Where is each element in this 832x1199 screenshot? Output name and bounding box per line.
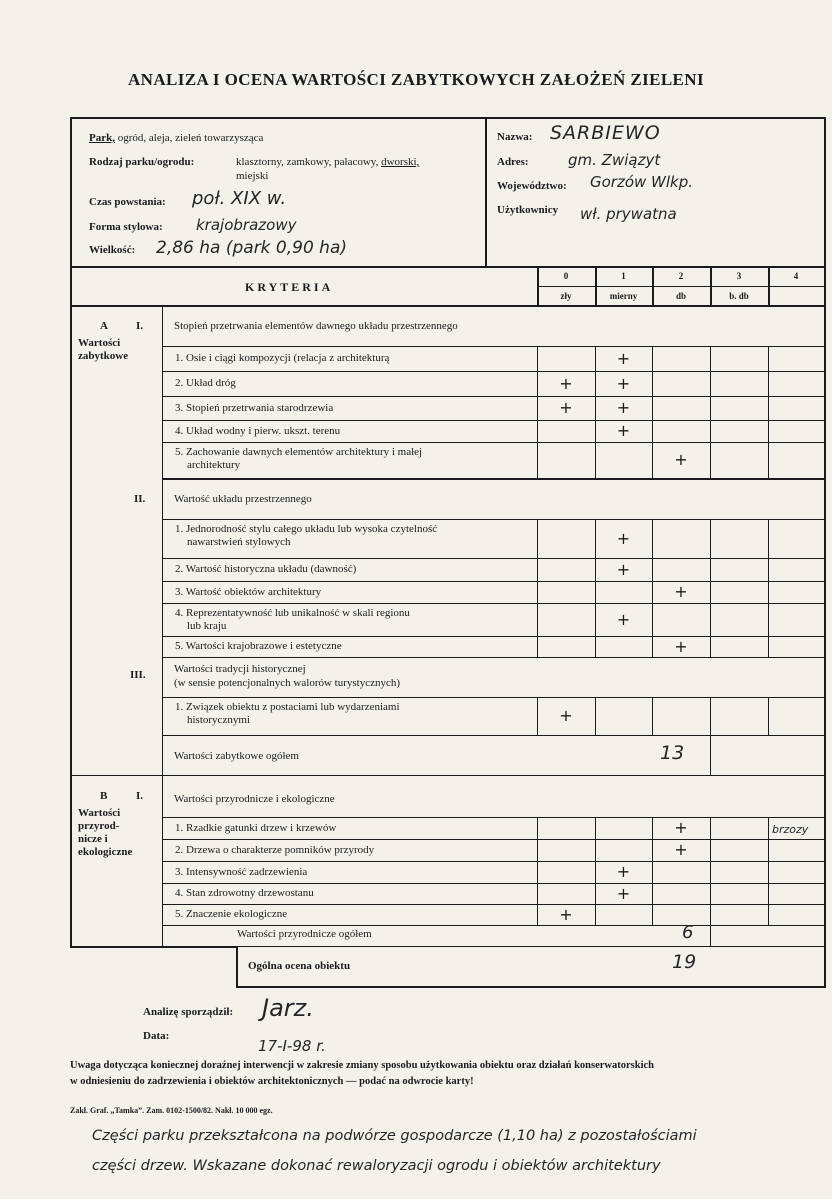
kind-options-a: klasztorny, zamkowy, pałacowy, <box>236 156 382 168</box>
row-b3-col-line-3 <box>710 581 711 603</box>
row-a2-col-line-4 <box>768 371 769 396</box>
row-n3-col-line-2 <box>652 861 653 883</box>
row-b5-col-line-4 <box>768 636 769 657</box>
row-a5-col-line-1 <box>595 442 596 478</box>
row-line-a4 <box>162 442 824 443</box>
group-a3-title-2: (w sensie potencjonalnych walorów turystycznych) <box>174 677 401 689</box>
row-n5-col-line-3 <box>710 904 711 925</box>
row-n3-col-line-0 <box>537 861 538 883</box>
criterion-a1-mark-col-1: + <box>616 348 631 368</box>
total-b-bottom-line <box>236 946 826 947</box>
criterion-n5-label: 5. Znaczenie ekologiczne <box>175 908 288 920</box>
address-label: Adres: <box>497 156 529 168</box>
style-value: krajobrazowy <box>196 216 297 234</box>
author-label: Analizę sporządził: <box>143 1006 234 1018</box>
criterion-c1-mark-col-0: + <box>559 706 573 725</box>
form-bottom-border <box>236 986 826 988</box>
row-b3-col-line-1 <box>595 581 596 603</box>
row-b5-col-line-1 <box>595 636 596 657</box>
criterion-b2-label: 2. Wartość historyczna układu (dawność) <box>175 563 357 575</box>
name-value: SARBIEWO <box>550 122 661 144</box>
criterion-b5-label: 5. Wartości krajobrazowe i estetyczne <box>175 640 342 652</box>
row-c1-col-line-2 <box>652 697 653 735</box>
criterion-n1-label: 1. Rzadkie gatunki drzew i krzewów <box>175 821 337 834</box>
total-a-label: Wartości zabytkowe ogółem <box>174 750 299 762</box>
criterion-a4-mark-col-1: + <box>616 421 631 440</box>
note-line-2: w odniesieniu do zadrzewienia i obiektów architektonicznych — podać na odwrocie karty! <box>70 1076 474 1087</box>
address-value: gm. Związyt <box>568 151 661 169</box>
col-1-num: 1 <box>621 271 626 281</box>
criterion-a2-mark-col-1: + <box>616 373 631 393</box>
row-b1-col-line-3 <box>710 519 711 558</box>
row-line-b1 <box>162 558 824 559</box>
row-a4-col-line-1 <box>595 420 596 442</box>
criterion-c1-label-cont: historycznymi <box>187 714 250 726</box>
row-b5-col-line-3 <box>710 636 711 657</box>
criterion-b4-mark-col-1: + <box>616 609 631 629</box>
form-top-border <box>70 117 826 119</box>
criterion-b1-label-cont: nawarstwień stylowych <box>187 536 291 548</box>
row-n1-col-line-0 <box>537 817 538 839</box>
row-a4-col-line-2 <box>652 420 653 442</box>
total-b-value: 6 <box>682 922 694 943</box>
created-label: Czas powstania: <box>89 196 166 208</box>
row-b1-col-line-2 <box>652 519 653 558</box>
group-b1-bottom-line <box>162 817 824 818</box>
row-a2-col-line-0 <box>537 371 538 396</box>
row-b2-col-line-4 <box>768 558 769 581</box>
voivodeship-label: Województwo: <box>497 180 567 192</box>
row-n4-col-line-3 <box>710 883 711 904</box>
row-n4-col-line-0 <box>537 883 538 904</box>
section-b-name-1: Wartości <box>78 807 121 819</box>
row-line-b2 <box>162 581 824 582</box>
section-a-roman-3: III. <box>130 669 146 681</box>
style-label: Forma stylowa: <box>89 221 163 233</box>
row-c1-col-line-4 <box>768 697 769 735</box>
name-label: Nazwa: <box>497 131 533 143</box>
criterion-b1-label: 1. Jednorodność stylu całego układu lub wysoka czytelność <box>175 523 438 535</box>
header-divider <box>485 117 487 267</box>
overall-value: 19 <box>672 951 697 973</box>
row-b5-col-line-2 <box>652 636 653 657</box>
group-a2-title: Wartość układu przestrzennego <box>174 493 312 505</box>
row-line-b5 <box>162 657 824 658</box>
section-b-letter: B <box>100 790 108 802</box>
row-line-n3 <box>162 883 824 884</box>
row-n1-col-line-1 <box>595 817 596 839</box>
row-n5-col-line-4 <box>768 904 769 925</box>
row-a2-col-line-2 <box>652 371 653 396</box>
row-b1-col-line-1 <box>595 519 596 558</box>
criterion-n4-mark-col-1: + <box>616 883 631 903</box>
row-a1-col-line-1 <box>595 346 596 371</box>
row-b3-col-line-0 <box>537 581 538 603</box>
row-a3-col-line-3 <box>710 396 711 420</box>
row-a2-col-line-3 <box>710 371 711 396</box>
row-a3-col-line-2 <box>652 396 653 420</box>
section-b-top-line <box>70 775 826 776</box>
section-b-roman: I. <box>136 790 144 802</box>
voivodeship-value: Gorzów Wlkp. <box>590 173 694 191</box>
section-b-name-3: nicze i <box>78 833 108 845</box>
total-b-label: Wartości przyrodnicze ogółem <box>237 928 372 940</box>
criterion-a2-label: 2. Układ dróg <box>175 377 236 389</box>
row-a5-col-line-4 <box>768 442 769 478</box>
row-line-a5 <box>162 478 824 479</box>
section-a-roman-1: I. <box>136 320 144 332</box>
row-line-c1 <box>162 735 824 736</box>
row-n3-col-line-1 <box>595 861 596 883</box>
row-b2-col-line-1 <box>595 558 596 581</box>
row-n2-col-line-3 <box>710 839 711 861</box>
row-n2-col-line-2 <box>652 839 653 861</box>
criteria-header-bottom-line <box>70 305 826 307</box>
section-a-name: Wartości zabytkowe <box>78 337 129 362</box>
size-label: Wielkość: <box>89 244 136 256</box>
criterion-b1-mark-col-1: + <box>616 528 631 548</box>
group-a3-title-1: Wartości tradycji historycznej <box>174 663 306 675</box>
row-c1-col-line-0 <box>537 697 538 735</box>
row-a1-col-line-2 <box>652 346 653 371</box>
row-b2-col-line-3 <box>710 558 711 581</box>
form-bottom-left-border <box>70 946 236 948</box>
row-b4-col-line-1 <box>595 603 596 636</box>
row-n5-col-line-1 <box>595 904 596 925</box>
row-n1-col-line-3 <box>710 817 711 839</box>
criteria-text-left-line <box>162 305 163 947</box>
row-a4-col-line-3 <box>710 420 711 442</box>
criterion-a5-label: 5. Zachowanie dawnych elementów architektury i małej <box>175 446 423 458</box>
row-b2-col-line-0 <box>537 558 538 581</box>
form-left-border <box>70 117 72 947</box>
row-n2-col-line-1 <box>595 839 596 861</box>
row-b4-col-line-0 <box>537 603 538 636</box>
criterion-n2-label: 2. Drzewa o charakterze pomników przyrody <box>175 843 375 856</box>
handwritten-note-line-2: części drzew. Wskazane dokonać rewaloryzacji ogrodu i obiektów architektury <box>92 1158 661 1174</box>
criterion-a3-mark-col-1: + <box>616 398 631 417</box>
document-title: ANALIZA I OCENA WARTOŚCI ZABYTKOWYCH ZAŁOŻEŃ ZIELENI <box>128 70 704 89</box>
col-3-num: 3 <box>736 271 742 281</box>
col-2-name: db <box>675 291 686 301</box>
row-line-a2 <box>162 396 824 397</box>
row-a2-col-line-1 <box>595 371 596 396</box>
handwritten-note-line-1: Części parku przekształcona na podwórze gospodarcze (1,10 ha) z pozostałościami <box>92 1128 697 1144</box>
row-c1-col-line-1 <box>595 697 596 735</box>
row-n3-col-line-4 <box>768 861 769 883</box>
criterion-n4-label: 4. Stan zdrowotny drzewostanu <box>175 887 314 899</box>
criterion-n3-label: 3. Intensywność zadrzewienia <box>175 865 308 878</box>
section-a-letter: A <box>100 320 108 332</box>
row-b4-col-line-4 <box>768 603 769 636</box>
row-b5-col-line-0 <box>537 636 538 657</box>
overall-label: Ogólna ocena obiektu <box>248 960 351 972</box>
overall-left-border <box>236 946 238 988</box>
row-a4-col-line-4 <box>768 420 769 442</box>
date-value: 17-I-98 r. <box>258 1037 326 1055</box>
row-n1-col-line-4 <box>768 817 769 839</box>
criterion-b3-mark-col-2: + <box>674 582 688 601</box>
kind-options <box>236 156 419 168</box>
criteria-header-mid-line <box>537 286 824 287</box>
row-a1-col-line-3 <box>710 346 711 371</box>
row-a1-col-line-0 <box>537 346 538 371</box>
date-label: Data: <box>143 1030 170 1042</box>
row-n4-col-line-4 <box>768 883 769 904</box>
criterion-a5-mark-col-2: + <box>674 450 688 469</box>
criterion-a3-mark-col-0: + <box>559 398 573 417</box>
row-a3-col-line-4 <box>768 396 769 420</box>
form-right-border <box>824 117 826 987</box>
criterion-b4-label: 4. Reprezentatywność lub unikalność w skali regionu <box>175 607 410 619</box>
row-b4-col-line-3 <box>710 603 711 636</box>
group-a3-bottom-line <box>162 697 824 698</box>
row-line-n5 <box>162 925 824 926</box>
row-line-n1 <box>162 839 824 840</box>
criterion-n5-mark-col-0: + <box>559 904 573 924</box>
row-b1-col-line-4 <box>768 519 769 558</box>
row-a5-col-line-0 <box>537 442 538 478</box>
col-1-name: mierny <box>609 291 638 301</box>
row-line-b4 <box>162 636 824 637</box>
row-a5-col-line-3 <box>710 442 711 478</box>
col-3-name: b. db <box>729 291 749 301</box>
section-b-name-2: przyrod- <box>78 820 120 832</box>
criterion-a4-label: 4. Układ wodny i pierw. ukszt. terenu <box>175 424 341 437</box>
note-line-1: Uwaga dotycząca koniecznej doraźnej interwencji w zakresie zmiany sposobu użytkowania obiektu oraz działań konserwatorskich <box>70 1060 654 1071</box>
group-a2-bottom-line <box>162 519 824 520</box>
criterion-b3-label: 3. Wartość obiektów architektury <box>175 585 322 598</box>
row-b3-col-line-4 <box>768 581 769 603</box>
criterion-b4-label-cont: lub kraju <box>187 620 227 632</box>
col-2-num: 2 <box>678 271 684 281</box>
row-n5-col-line-2 <box>652 904 653 925</box>
row-n4-col-line-2 <box>652 883 653 904</box>
row-n5-col-line-0 <box>537 904 538 925</box>
section-a-roman-2: II. <box>134 493 146 505</box>
row-n2-col-line-0 <box>537 839 538 861</box>
criterion-a1-label: 1. Osie i ciągi kompozycji (relacja z architekturą <box>175 352 390 364</box>
total-a-col-line <box>710 735 711 775</box>
criterion-b5-mark-col-2: + <box>674 636 688 656</box>
criteria-label: KRYTERIA <box>245 280 334 294</box>
row-n2-col-line-4 <box>768 839 769 861</box>
row-n4-col-line-1 <box>595 883 596 904</box>
row-line-a3 <box>162 420 824 421</box>
total-a-value: 13 <box>660 742 685 764</box>
row-a3-col-line-0 <box>537 396 538 420</box>
row-line-a1 <box>162 371 824 372</box>
row-b4-col-line-2 <box>652 603 653 636</box>
group-a1-bottom-line <box>162 346 824 347</box>
row-b1-col-line-0 <box>537 519 538 558</box>
col-0-name: zły <box>560 291 572 301</box>
row-a5-col-line-2 <box>652 442 653 478</box>
users-value: wł. prywatna <box>580 205 677 223</box>
size-value: 2,86 ha (park 0,90 ha) <box>156 238 348 258</box>
row-n3-col-line-3 <box>710 861 711 883</box>
object-type-line <box>89 132 263 144</box>
criterion-c1-label: 1. Związek obiektu z postaciami lub wydarzeniami <box>175 701 400 713</box>
row-a4-col-line-0 <box>537 420 538 442</box>
header-bottom-line <box>70 266 826 268</box>
criterion-a2-mark-col-0: + <box>559 373 573 393</box>
object-type-selected: Park, <box>89 132 115 144</box>
group-a2-top-line <box>162 479 824 480</box>
object-type-options: ogród, aleja, zieleń towarzysząca <box>114 132 264 144</box>
print-info: Zakł. Graf. „Tamka”. Zam. 0102-1500/82. Nakł. 10 000 egz. <box>70 1106 273 1115</box>
row-a3-col-line-1 <box>595 396 596 420</box>
criterion-n2-mark-col-2: + <box>674 840 688 859</box>
row-c1-col-line-3 <box>710 697 711 735</box>
group-b1-title: Wartości przyrodnicze i ekologiczne <box>174 793 335 805</box>
created-value: poł. XIX w. <box>192 188 287 209</box>
users-label: Użytkownicy <box>497 204 559 216</box>
criterion-b2-mark-col-1: + <box>616 559 631 579</box>
col-0-num: 0 <box>563 271 569 281</box>
row-b2-col-line-2 <box>652 558 653 581</box>
criterion-a3-label: 3. Stopień przetrwania starodrzewia <box>175 401 334 414</box>
row-a1-col-line-4 <box>768 346 769 371</box>
criterion-n3-mark-col-1: + <box>616 862 631 881</box>
total-b-col-line <box>710 925 711 946</box>
section-b-side-note: brzozy <box>772 823 809 836</box>
kind-options-b: miejski <box>236 170 269 182</box>
col-4-num: 4 <box>793 271 799 281</box>
group-a1-title: Stopień przetrwania elementów dawnego układu przestrzennego <box>174 320 458 332</box>
author-signature: Jarz. <box>262 994 314 1022</box>
criterion-a5-label-cont: architektury <box>187 459 241 471</box>
row-line-n4 <box>162 904 824 905</box>
row-line-n2 <box>162 861 824 862</box>
row-line-b3 <box>162 603 824 604</box>
row-n1-col-line-2 <box>652 817 653 839</box>
criterion-n1-mark-col-2: + <box>674 818 688 837</box>
section-b-name-4: ekologiczne <box>78 846 133 858</box>
row-b3-col-line-2 <box>652 581 653 603</box>
kind-label: Rodzaj parku/ogrodu: <box>89 156 195 168</box>
kind-options-selected: dworski, <box>381 156 420 168</box>
